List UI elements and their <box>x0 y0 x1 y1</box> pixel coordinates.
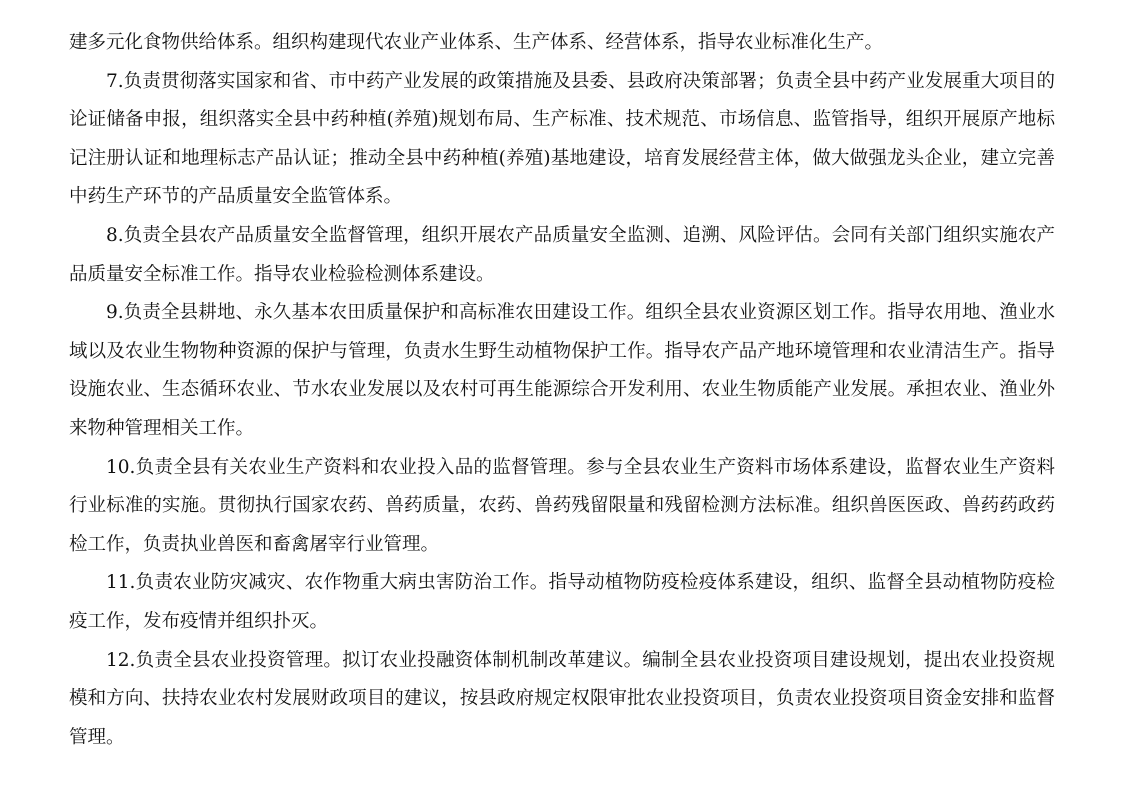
paragraph-item-8: 8.负责全县农产品质量安全监督管理，组织开展农产品质量安全监测、追溯、风险评估。会同有关部门组织实施农产品质量安全标准工作。指导农业检验检测体系建设。 <box>69 224 1055 285</box>
document-page <box>69 24 1055 757</box>
paragraph-item-11: 11.负责农业防灾减灾、农作物重大病虫害防治工作。指导动植物防疫检疫体系建设，组织、监督全县动植物防疫检疫工作，发布疫情并组织扑灭。 <box>69 572 1055 632</box>
paragraph-continuation: 建多元化食物供给体系。组织构建现代农业产业体系、生产体系、经营体系，指导农业标准化生产。 <box>69 32 884 53</box>
paragraph-item-7: 7.负责贯彻落实国家和省、市中药产业发展的政策措施及县委、县政府决策部署；负责全县中药产业发展重大项目的论证储备申报，组织落实全县中药种植(养殖)规划布局、生产标准、技术规范、市场信息、监管指导，组织开展原产地标记注册认证和地理标志产品认证；推动全县中药种植(养殖)基地建设，培育发展经营主体，做大做强龙头企业，建立完善中药生产环节的产品质量安全监管体系。 <box>69 70 1055 208</box>
paragraph-item-12: 12.负责全县农业投资管理。拟订农业投融资体制机制改革建议。编制全县农业投资项目建设规划，提出农业投资规模和方向、扶持农业农村发展财政项目的建议，按县政府规定权限审批农业投资项目，负责农业投资项目资金安排和监督管理。 <box>69 649 1055 748</box>
paragraph-item-10: 10.负责全县有关农业生产资料和农业投入品的监督管理。参与全县农业生产资料市场体系建设，监督农业生产资料行业标准的实施。贯彻执行国家农药、兽药质量，农药、兽药残留限量和残留检测方法标准。组织兽医医政、兽药药政药检工作，负责执业兽医和畜禽屠宰行业管理。 <box>69 456 1055 555</box>
paragraph-item-9: 9.负责全县耕地、永久基本农田质量保护和高标准农田建设工作。组织全县农业资源区划工作。指导农用地、渔业水域以及农业生物物种资源的保护与管理，负责水生野生动植物保护工作。指导农产品产地环境管理和农业清洁生产。指导设施农业、生态循环农业、节水农业发展以及农村可再生能源综合开发利用、农业生物质能产业发展。承担农业、渔业外来物种管理相关工作。 <box>69 302 1055 439</box>
